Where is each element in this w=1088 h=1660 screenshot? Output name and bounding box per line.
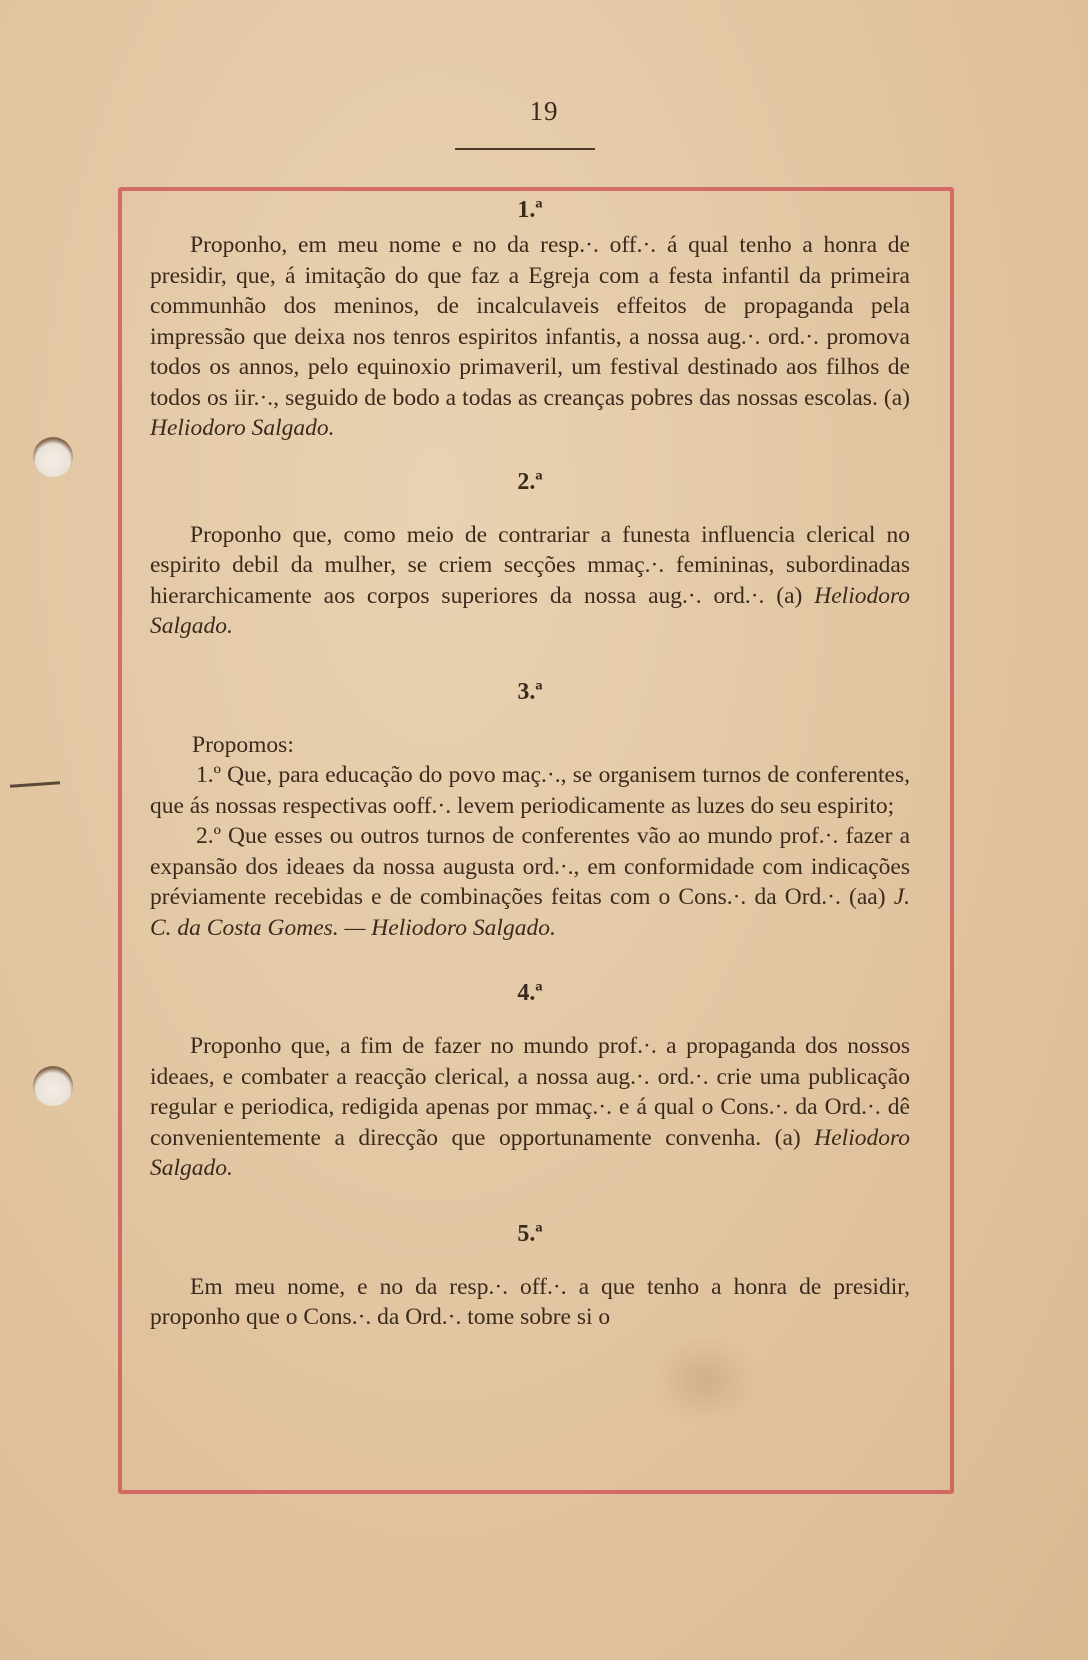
proposal-4-heading: 4.ª: [517, 980, 543, 1006]
proposal-3-item-1: [150, 760, 910, 821]
proposal-5-body: Em meu nome, e no da resp.·. off.·. a que tenho a honra de presidir, proponho que o Cons.·. da Ord.·. tome sobre si o: [150, 1273, 910, 1330]
page-number-rule: [455, 148, 595, 150]
proposal-2-signature: Heliodoro Salgado.: [150, 582, 910, 639]
proposal-2-body: Proponho que, como meio de contrariar a funesta influencia clerical no espirito debil da mulher, se criem secções mmaç.·. femininas, subordinadas hierarchicamente aos corpos superiores da nossa aug.·. ord.·. (a): [150, 521, 910, 609]
proposal-2-heading: 2.ª: [517, 468, 543, 495]
proposal-3-intro: Propomos:: [192, 731, 294, 758]
proposal-1-heading: 1.ª: [517, 197, 543, 223]
margin-mark: [10, 781, 60, 787]
proposal-3-item-1-body: 1.º Que, para educação do povo maç.·., se organisem turnos de conferentes, que ás nossas respectivas ooff.·. levem periodicamente as luzes do seu espirito;: [150, 762, 910, 819]
proposal-3-heading: 3.ª: [517, 678, 543, 705]
proposal-3-signature: J. C. da Costa Gomes. — Heliodoro Salgado.: [150, 884, 910, 941]
proposal-1-text: [150, 230, 910, 444]
proposal-1-body: Proponho, em meu nome e no da resp.·. off.·. á qual tenho a honra de presidir, que, á imitação do que faz a Egreja com a festa infantil da primeira communhão dos meninos, de incalculaveis effeitos de propaganda pela impressão que deixa nos tenros espiritos infantis, a nossa aug.·. ord.·. promova todos os annos, pelo equinoxio primaveril, um festival destinado aos filhos de todos os iir.·., seguido de bodo a todas as creanças pobres das nossas escolas. (a): [150, 232, 910, 411]
page-number: 19: [529, 96, 559, 126]
punch-hole-bottom: [33, 1066, 73, 1106]
proposal-4-text: [150, 1031, 910, 1184]
proposal-5-heading: 5.ª: [517, 1220, 543, 1247]
proposal-2-text: [150, 520, 910, 642]
paper-stain: [650, 1335, 760, 1425]
proposal-3-item-2: [150, 821, 910, 943]
punch-hole-top: [33, 437, 73, 477]
proposal-1-signature: Heliodoro Salgado.: [150, 415, 335, 441]
proposal-4-body: Proponho que, a fim de fazer no mundo prof.·. a propaganda dos nossos ideaes, e combater a reacção clerical, a nossa aug.·. ord.·. crie uma publicação regular e periodica, redigida apenas por mmaç.·. e á qual o Cons.·. da Ord.·. dê convenientemente a direcção que opportunamente convenha. (a): [150, 1033, 910, 1151]
proposals-section: [150, 190, 910, 1333]
proposal-5-text: [150, 1272, 910, 1333]
proposal-4-signature: Heliodoro Salgado.: [150, 1124, 910, 1181]
proposal-3-item-2-body: 2.º Que esses ou outros turnos de conferentes vão ao mundo prof.·. fazer a expansão dos ideaes da nossa augusta ord.·., em conformidade com indicações préviamente recebidas e de combinações feitas com o Cons.·. da Ord.·. (aa): [150, 823, 910, 910]
